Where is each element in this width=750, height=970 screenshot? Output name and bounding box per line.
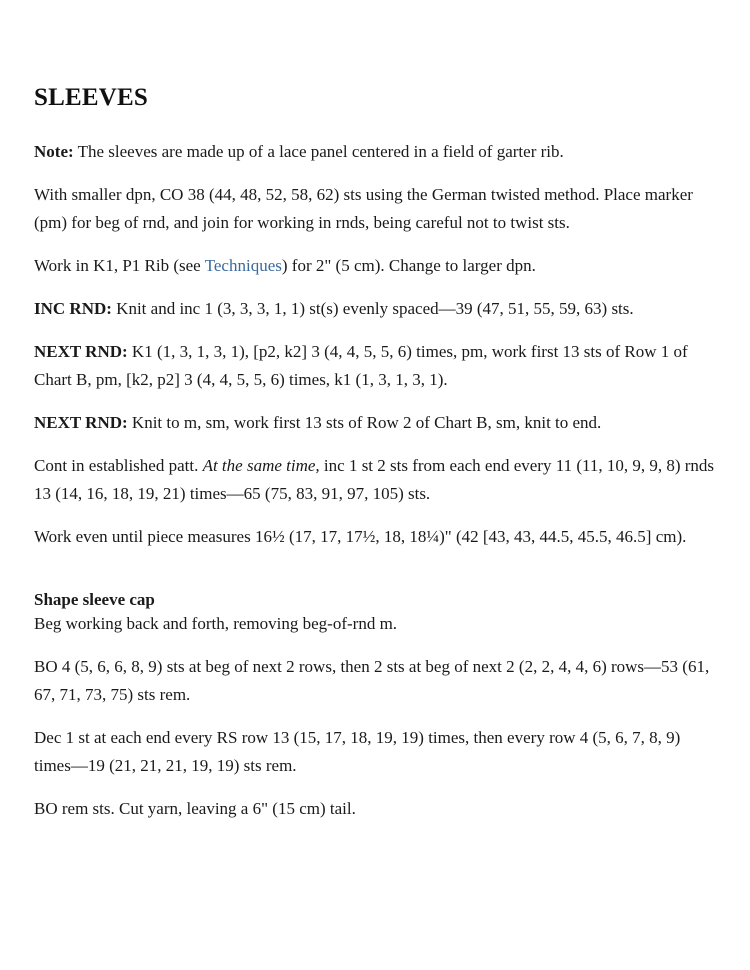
cont-italic: At the same time, [202, 456, 320, 475]
instructions-body [34, 138, 718, 838]
note-label: Note: [34, 142, 74, 161]
rib-text-after: ) for 2" (5 cm). Change to larger dpn. [281, 256, 536, 275]
next-rnd-1-label: NEXT RND: [34, 342, 128, 361]
rib-text-before: Work in K1, P1 Rib (see [34, 256, 205, 275]
inc-rnd-paragraph [34, 295, 718, 323]
note-paragraph [34, 138, 718, 166]
next-rnd-2-label: NEXT RND: [34, 413, 128, 432]
techniques-link[interactable]: Techniques [204, 256, 282, 275]
next-rnd-2-text: Knit to m, sm, work first 13 sts of Row 2 of Chart B, sm, knit to end. [127, 413, 602, 432]
section-heading: SLEEVES [34, 84, 148, 111]
inc-rnd-label: INC RND: [34, 299, 112, 318]
work-even-paragraph: Work even until piece measures 16½ (17, 17, 17½, 18, 18¼)" (42 [43, 43, 44.5, 45.5, 46.5] cm). [34, 527, 687, 546]
dec-paragraph: Dec 1 st at each end every RS row 13 (15, 17, 18, 19, 19) times, then every row 4 (5, 6, 7, 8, 9) times—19 (21, 21, 21, 19, 19) sts rem. [34, 728, 681, 775]
cont-text-after: inc 1 st 2 sts from each end every 11 (11, 10, 9, 9, 8) rnds 13 (14, 16, 18, 19, 21) times—65 (75, 83, 91, 97, 105) sts. [34, 456, 715, 503]
rib-paragraph [34, 252, 718, 280]
cont-text-before: Cont in established patt. [34, 456, 203, 475]
note-text: The sleeves are made up of a lace panel centered in a field of garter rib. [73, 142, 564, 161]
cont-paragraph [34, 452, 718, 508]
next-rnd-2-paragraph [34, 409, 718, 437]
cast-on-paragraph: With smaller dpn, CO 38 (44, 48, 52, 58, 62) sts using the German twisted method. Place marker (pm) for beg of rnd, and join for working in rnds, being careful not to twist sts. [34, 185, 693, 232]
inc-rnd-text: Knit and inc 1 (3, 3, 3, 1, 1) st(s) evenly spaced—39 (47, 51, 55, 59, 63) sts. [111, 299, 634, 318]
next-rnd-1-paragraph [34, 338, 718, 394]
shape-cap-title: Shape sleeve cap [34, 590, 155, 609]
shape-cap-intro: Beg working back and forth, removing beg-of-rnd m. [34, 614, 398, 633]
bo-paragraph: BO 4 (5, 6, 6, 8, 9) sts at beg of next 2 rows, then 2 sts at beg of next 2 (2, 2, 4, 4, 6) rows—53 (61, 67, 71, 73, 75) sts rem. [34, 657, 710, 704]
next-rnd-1-text: K1 (1, 3, 1, 3, 1), [p2, k2] 3 (4, 4, 5, 5, 6) times, pm, work first 13 sts of Row 1 of Chart B, pm, [k2, p2] 3 (4, 4, 5, 5, 6) times, k1 (1, 3, 1, 3, 1). [34, 342, 688, 389]
final-paragraph: BO rem sts. Cut yarn, leaving a 6" (15 cm) tail. [34, 799, 356, 818]
